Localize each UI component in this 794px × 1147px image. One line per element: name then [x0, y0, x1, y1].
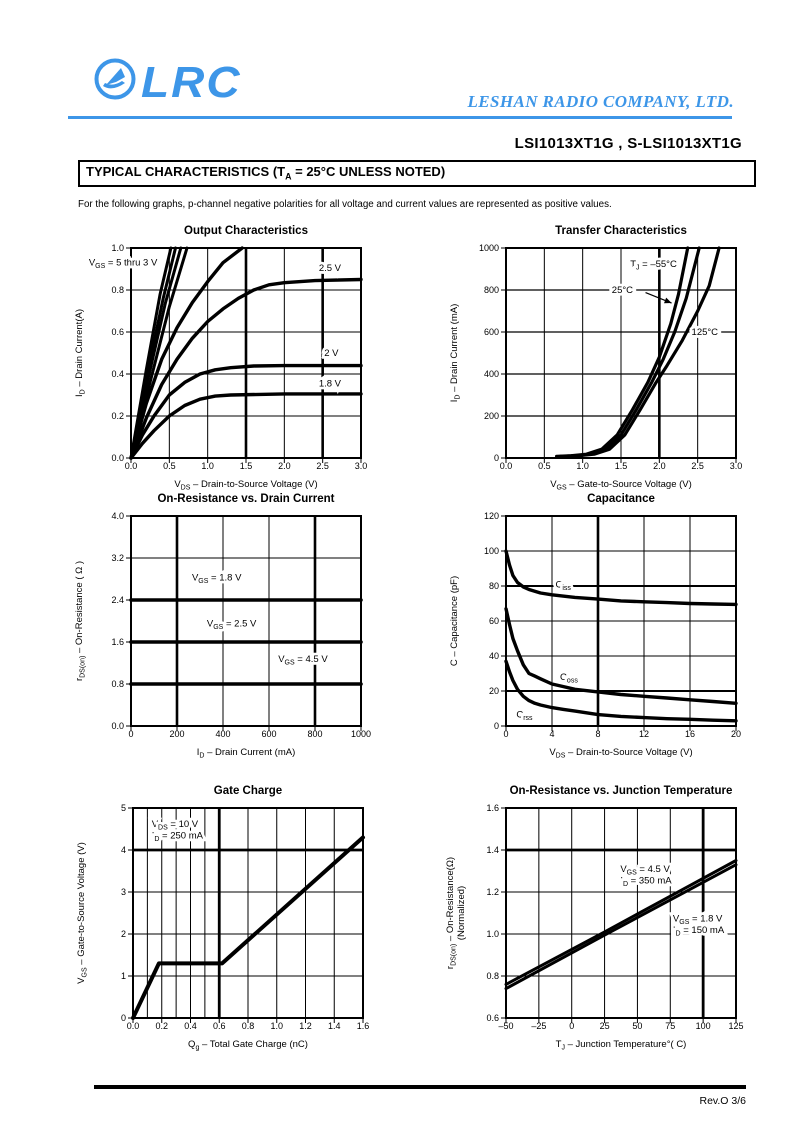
- x-axis-label: $V_{DS}$ – Drain-to-Source Voltage (V): [174, 479, 318, 492]
- svg-text:0.8: 0.8: [486, 971, 499, 981]
- y-axis-label: $I_D$ – Drain Current(A): [74, 309, 87, 397]
- svg-text:0.4: 0.4: [184, 1021, 197, 1031]
- svg-text:4: 4: [549, 729, 555, 739]
- annotation-label: $V_{GS} = 4.5$ V: [278, 653, 328, 667]
- svg-text:1.0: 1.0: [111, 243, 124, 253]
- svg-text:2: 2: [120, 929, 126, 939]
- svg-text:600: 600: [261, 729, 277, 739]
- svg-text:600: 600: [483, 327, 499, 337]
- svg-text:3.0: 3.0: [354, 461, 368, 471]
- chart-transfer-characteristics: [444, 224, 794, 496]
- lrc-logo-text: LRC: [141, 56, 242, 107]
- svg-text:0.6: 0.6: [111, 327, 124, 337]
- svg-text:0: 0: [493, 721, 499, 731]
- svg-text:1.4: 1.4: [486, 845, 499, 855]
- svg-text:125: 125: [728, 1021, 744, 1031]
- svg-text:4.0: 4.0: [111, 511, 124, 521]
- annotation-label: $V_{GS} = 1.8$ V: [191, 572, 242, 585]
- svg-text:–50: –50: [498, 1021, 514, 1031]
- y-axis-ticks: [121, 803, 132, 1023]
- svg-text:1.4: 1.4: [327, 1021, 341, 1031]
- polarity-note: For the following graphs, p-channel negative polarities for all voltage and current values are represented as positive values.: [78, 199, 612, 210]
- svg-text:1: 1: [120, 971, 126, 981]
- svg-text:0.2: 0.2: [155, 1021, 169, 1031]
- chart-on-resistance-vs-drain-current: [69, 492, 429, 764]
- x-axis-ticks: [500, 459, 743, 471]
- chart-title: Transfer Characteristics: [555, 225, 687, 237]
- series-tj-125c: [564, 248, 719, 456]
- y-axis-ticks: [484, 511, 505, 731]
- svg-text:16: 16: [684, 729, 696, 739]
- svg-text:0: 0: [493, 453, 499, 463]
- svg-text:0.2: 0.2: [111, 411, 124, 421]
- svg-text:0.6: 0.6: [486, 1013, 499, 1023]
- svg-text:0.5: 0.5: [163, 461, 176, 471]
- annotations: [152, 819, 204, 843]
- chart-title: On-Resistance vs. Drain Current: [157, 493, 335, 505]
- series-ciss: [506, 551, 736, 604]
- x-axis-ticks: [127, 1019, 370, 1031]
- svg-text:3: 3: [120, 887, 126, 897]
- revision-page-number: Rev.O 3/6: [699, 1095, 746, 1107]
- svg-text:0: 0: [120, 1013, 126, 1023]
- svg-text:1.5: 1.5: [239, 461, 253, 471]
- series-tj-minus-55c: [557, 248, 688, 456]
- svg-text:40: 40: [488, 651, 499, 661]
- svg-text:75: 75: [665, 1021, 676, 1031]
- svg-text:0.5: 0.5: [538, 461, 551, 471]
- chart-canvas-on-resistance-vs-drain-current: [69, 508, 429, 764]
- chart-gate-charge: [71, 784, 431, 1056]
- svg-text:0.0: 0.0: [111, 453, 124, 463]
- svg-text:2.5: 2.5: [691, 461, 704, 471]
- svg-text:20: 20: [488, 686, 499, 696]
- footer-rule: [94, 1085, 746, 1089]
- annotation-label: $I_D = 250$ mA: [151, 830, 203, 844]
- annotation-label: 2.5 V: [318, 262, 342, 274]
- x-axis-ticks: [503, 727, 741, 739]
- svg-text:20: 20: [730, 729, 742, 739]
- svg-text:80: 80: [488, 581, 499, 591]
- svg-text:0.4: 0.4: [111, 369, 124, 379]
- annotation-label: $C_{oss}$: [560, 672, 578, 685]
- svg-text:0: 0: [569, 1021, 575, 1031]
- x-axis-ticks: [125, 459, 368, 471]
- annotation-label: $V_{GS} = 4.5$ V: [620, 863, 670, 877]
- x-axis-label: $Q_g$ – Total Gate Charge (nC): [188, 1039, 308, 1052]
- svg-text:2.0: 2.0: [278, 461, 291, 471]
- svg-text:100: 100: [483, 546, 499, 556]
- svg-text:0.0: 0.0: [499, 461, 513, 471]
- svg-text:0.8: 0.8: [111, 679, 124, 689]
- x-axis-ticks: [498, 1019, 743, 1031]
- annotation-label: $C_{rss}$: [516, 709, 533, 723]
- section-title: TYPICAL CHARACTERISTICS ($T_A = 25^\circ C$ UNLESS NOTED): [86, 164, 446, 182]
- y-axis-label: $I_D$ – Drain Current (mA): [449, 303, 462, 403]
- svg-text:1000: 1000: [350, 729, 372, 739]
- svg-text:0.8: 0.8: [111, 285, 124, 295]
- y-axis-ticks: [479, 243, 505, 463]
- svg-text:200: 200: [169, 729, 185, 739]
- annotations: [192, 572, 328, 666]
- svg-text:60: 60: [488, 616, 499, 626]
- x-axis-ticks: [128, 727, 371, 739]
- annotation-label: $T_J = -55^\circ C$: [630, 258, 677, 272]
- svg-text:8: 8: [595, 729, 601, 739]
- svg-text:0.6: 0.6: [212, 1021, 226, 1031]
- annotation-label: 25°C: [611, 285, 634, 296]
- svg-text:1.6: 1.6: [111, 637, 124, 647]
- section-title-box: [78, 160, 756, 187]
- annotation-label: $V_{GS} = 5$ thru 3 V: [88, 257, 158, 271]
- company-name: LESHAN RADIO COMPANY, LTD.: [467, 92, 734, 111]
- part-numbers: LSI1013XT1G , S-LSI1013XT1G: [514, 135, 742, 152]
- svg-text:1.6: 1.6: [356, 1021, 370, 1031]
- svg-text:120: 120: [483, 511, 499, 521]
- y-axis-label: C – Capacitance (pF): [449, 575, 460, 667]
- chart-output-characteristics: [69, 224, 429, 496]
- svg-text:3.2: 3.2: [111, 553, 124, 563]
- svg-text:2.0: 2.0: [653, 461, 666, 471]
- annotation-label: $V_{DS} = 10$ V: [151, 818, 199, 832]
- y-axis-label: $V_{GS}$ – Gate-to-Source Voltage (V): [76, 842, 89, 984]
- svg-text:1.6: 1.6: [486, 803, 499, 813]
- svg-text:200: 200: [483, 411, 499, 421]
- chart-title: Capacitance: [587, 493, 655, 505]
- svg-text:1.2: 1.2: [299, 1021, 312, 1031]
- y-axis-ticks: [111, 511, 130, 731]
- chart-canvas-gate-charge: [71, 800, 431, 1056]
- svg-text:1.0: 1.0: [576, 461, 589, 471]
- svg-text:2.4: 2.4: [111, 595, 124, 605]
- annotation-label: 2 V: [324, 348, 339, 359]
- annotation-label: $V_{GS} = 1.8$ V: [672, 913, 723, 926]
- annotation-label: $C_{iss}$: [555, 579, 571, 592]
- annotation-label: 125°C: [691, 327, 719, 338]
- lrc-logo: [92, 56, 242, 107]
- chart-title: Gate Charge: [213, 785, 283, 797]
- annotation-label: $I_D = 150$ mA: [672, 924, 725, 938]
- chart-canvas-transfer-characteristics: [444, 240, 794, 496]
- svg-text:1.0: 1.0: [201, 461, 214, 471]
- svg-text:0.0: 0.0: [111, 721, 124, 731]
- svg-text:3.0: 3.0: [729, 461, 743, 471]
- svg-text:1000: 1000: [478, 243, 499, 253]
- svg-text:25: 25: [599, 1021, 610, 1031]
- annotations: [516, 579, 578, 722]
- svg-text:50: 50: [632, 1021, 643, 1031]
- chart-on-resistance-vs-junction-temperature: [444, 784, 794, 1056]
- header-rule: [68, 116, 732, 119]
- svg-text:0.0: 0.0: [126, 1021, 140, 1031]
- x-axis-label: $T_J$ – Junction Temperature°( C): [555, 1039, 687, 1052]
- lrc-logo-icon: [92, 56, 138, 107]
- svg-text:4: 4: [120, 845, 126, 855]
- svg-text:400: 400: [215, 729, 231, 739]
- svg-text:2.5: 2.5: [316, 461, 329, 471]
- annotation-label: 1.8 V: [318, 378, 342, 390]
- svg-text:100: 100: [695, 1021, 711, 1031]
- x-axis-label: $V_{DS}$ – Drain-to-Source Voltage (V): [549, 747, 693, 760]
- svg-text:400: 400: [483, 369, 499, 379]
- svg-text:0: 0: [503, 729, 509, 739]
- x-axis-label: $I_D$ – Drain Current (mA): [196, 747, 296, 760]
- y-axis-label: $r_{DS(on)}$ – On-Resistance(Ω): [445, 856, 458, 970]
- svg-text:–25: –25: [531, 1021, 547, 1031]
- svg-text:1.0: 1.0: [486, 929, 499, 939]
- svg-text:12: 12: [638, 729, 650, 739]
- svg-text:1.0: 1.0: [270, 1021, 284, 1031]
- chart-canvas-output-characteristics: [69, 240, 429, 496]
- chart-canvas-on-resistance-vs-junction-temperature: [444, 800, 794, 1056]
- x-axis-label: $V_{GS}$ – Gate-to-Source Voltage (V): [550, 479, 692, 492]
- svg-text:5: 5: [120, 803, 126, 813]
- chart-canvas-capacitance: [444, 508, 794, 764]
- svg-text:800: 800: [483, 285, 499, 295]
- chart-title: Output Characteristics: [184, 225, 308, 237]
- chart-title: On-Resistance vs. Junction Temperature: [509, 785, 733, 797]
- y-axis-label-line2: (Normalized): [456, 885, 467, 941]
- y-axis-label: $r_{DS(on)}$ – On-Resistance ( Ω ): [74, 560, 87, 682]
- svg-text:800: 800: [307, 729, 323, 739]
- svg-text:1.5: 1.5: [614, 461, 628, 471]
- svg-text:0: 0: [128, 729, 134, 739]
- svg-text:1.2: 1.2: [486, 887, 499, 897]
- chart-capacitance: [444, 492, 794, 764]
- annotation-label: $I_D = 350$ mA: [620, 875, 672, 888]
- y-axis-ticks: [111, 243, 130, 463]
- svg-text:0.8: 0.8: [241, 1021, 255, 1031]
- y-axis-ticks: [486, 803, 505, 1023]
- svg-text:0.0: 0.0: [124, 461, 138, 471]
- annotation-label: $V_{GS} = 2.5$ V: [206, 618, 257, 632]
